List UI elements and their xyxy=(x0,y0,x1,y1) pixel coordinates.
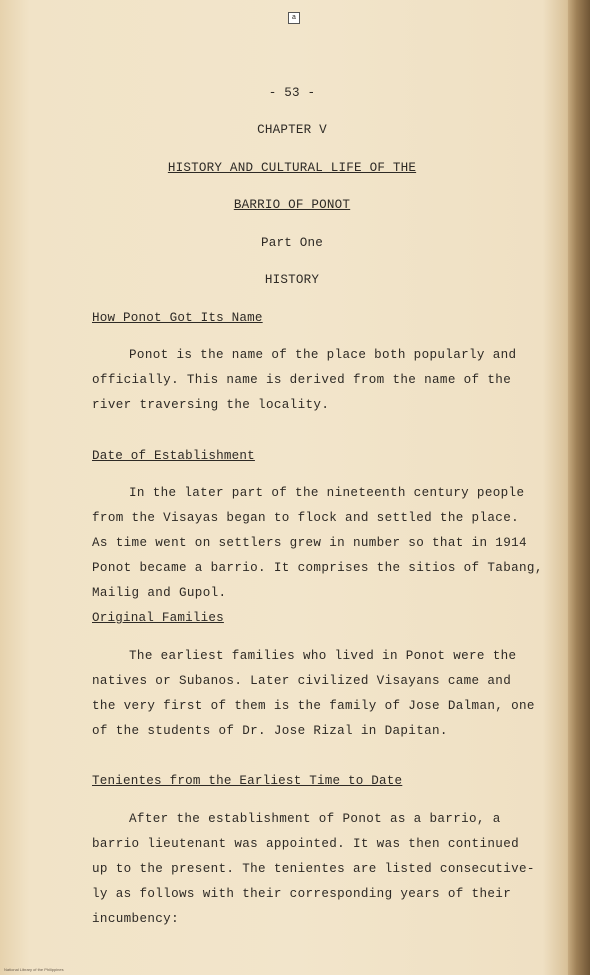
subsection-heading-establishment: Date of Establishment xyxy=(92,449,255,463)
chapter-title-line2: BARRIO OF PONOT xyxy=(233,198,351,212)
paragraph-line: In the later part of the nineteenth century people xyxy=(129,486,525,500)
section-heading: HISTORY xyxy=(264,273,320,287)
paragraph-line: ly as follows with their corresponding years of their xyxy=(92,887,512,901)
page-marker: a xyxy=(288,12,300,24)
paragraph-line: river traversing the locality. xyxy=(92,398,330,412)
subsection-heading-tenientes: Tenientes from the Earliest Time to Date xyxy=(92,774,403,788)
book-spine xyxy=(568,0,590,975)
paragraph-line: After the establishment of Ponot as a barrio, a xyxy=(129,812,501,826)
part-heading: Part One xyxy=(260,236,324,250)
chapter-title-line1: HISTORY AND CULTURAL LIFE OF THE xyxy=(167,161,417,175)
paragraph-line: barrio lieutenant was appointed. It was then continued xyxy=(92,837,520,851)
subsection-heading-name: How Ponot Got Its Name xyxy=(92,311,263,325)
page-number: - 53 - xyxy=(268,86,316,100)
chapter-heading: CHAPTER V xyxy=(257,123,327,137)
paragraph-line: officially. This name is derived from the name of the xyxy=(92,373,512,387)
paragraph-line: incumbency: xyxy=(92,912,179,926)
paragraph-line: Ponot is the name of the place both popularly and xyxy=(129,348,517,362)
paragraph-line: from the Visayas began to flock and settled the place. xyxy=(92,511,520,525)
paragraph-line: Ponot became a barrio. It comprises the sitios of Tabang, xyxy=(92,561,543,575)
subsection-heading-families: Original Families xyxy=(92,611,224,625)
paragraph-line: Mailig and Gupol. xyxy=(92,586,227,600)
paragraph-line: the very first of them is the family of Jose Dalman, one xyxy=(92,699,535,713)
paragraph-line: The earliest families who lived in Ponot were the xyxy=(129,649,517,663)
paragraph-line: As time went on settlers grew in number so that in 1914 xyxy=(92,536,527,550)
paragraph-line: up to the present. The tenientes are listed consecutive- xyxy=(92,862,535,876)
footer-credit: National Library of the Philippines xyxy=(4,967,64,972)
paragraph-line: natives or Subanos. Later civilized Visayans came and xyxy=(92,674,512,688)
paragraph-line: of the students of Dr. Jose Rizal in Dapitan. xyxy=(92,724,448,738)
